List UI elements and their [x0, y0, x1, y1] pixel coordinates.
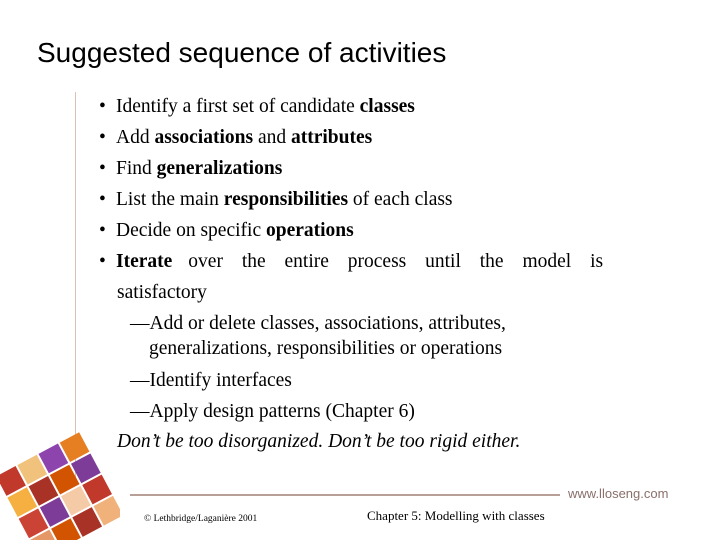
sub-item-2: —Identify interfaces: [130, 370, 292, 391]
left-divider-line: [75, 92, 76, 477]
sub-item-1: —Add or delete classes, associations, attributes,: [130, 313, 506, 334]
bullet-dot-icon: •: [99, 189, 106, 210]
copyright-text: © Lethbridge/Laganière 2001: [144, 514, 258, 524]
bullet-dot-icon: •: [99, 158, 106, 179]
bullet-dot-icon: •: [99, 251, 106, 272]
bullet-6-continuation: satisfactory: [117, 282, 207, 303]
sub-item-1-continuation: generalizations, responsibilities or operations: [149, 338, 503, 359]
bullet-dot-icon: •: [99, 220, 106, 241]
decorative-mosaic-image: [0, 430, 120, 540]
bullet-item-3: • Find generalizations: [99, 153, 659, 184]
bullet-list: [99, 91, 659, 277]
bullet-item-6: • Iterate over the entire process until the model is: [99, 246, 659, 277]
website-logo-text: www.lloseng.com: [568, 486, 669, 501]
slide-title: Suggested sequence of activities: [37, 37, 447, 68]
sub-item-3: —Apply design patterns (Chapter 6): [130, 401, 415, 422]
iterate-text: over the entire process until the model is: [188, 251, 604, 272]
bullet-dot-icon: •: [99, 127, 106, 148]
closing-note: Don’t be too disorganized. Don’t be too rigid either.: [117, 431, 521, 452]
bullet-dot-icon: •: [99, 96, 106, 117]
bullet-item-1: • Identify a first set of candidate classes: [99, 91, 659, 122]
chapter-footer: Chapter 5: Modelling with classes: [367, 508, 545, 523]
bullet-item-2: • Add associations and attributes: [99, 122, 659, 153]
footer-divider-line: [130, 494, 560, 496]
bullet-item-4: • List the main responsibilities of each class: [99, 184, 659, 215]
bullet-item-5: • Decide on specific operations: [99, 215, 659, 246]
